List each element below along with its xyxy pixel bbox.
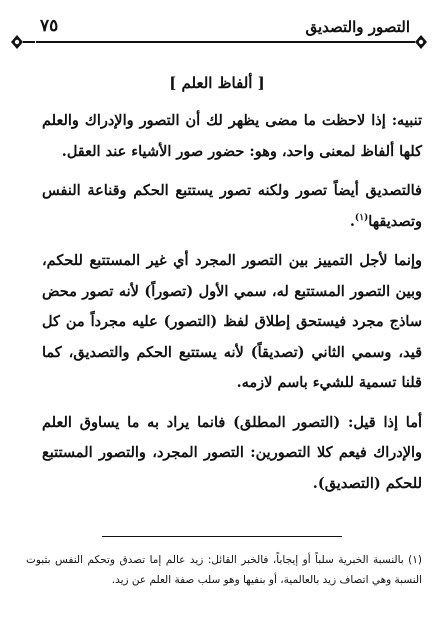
ornament-left-icon: [10, 33, 36, 51]
page-number: ٧٥: [40, 16, 59, 36]
paragraph-absolute-tasawwur-text: أما إذا قيل: (التصور المطلق) فانما يراد به ما يساوق العلم والإدراك فيعم كلا التصورين: التصور المجرد، والتصور المستتبع للحكم (التصديق).: [42, 413, 422, 492]
header-rule: [36, 41, 408, 43]
running-header-title: التصور والتصديق: [305, 18, 410, 36]
paragraph-tasdiq: [42, 176, 422, 237]
footnote: (١) بالنسبة الخبرية سلباً أو إيجاباً، فالخبر القائل: زيد عالم إما تصدق وتحكم النفس بثبوت النسبة وهي اتصاف زيد بالعالمية، أو بنفيها وهو سلب صفة العلم عن زيد.: [26, 554, 422, 586]
footnote-reference[interactable]: (١): [354, 212, 369, 223]
footnote-separator: [102, 536, 342, 537]
paragraph-note-text: تنبيه: إذا لاحظت ما مضى يظهر لك أن التصور والإدراك والعلم كلها ألفاظ لمعنى واحد، وهو: حضور صور الأشياء عند العقل.: [42, 112, 422, 160]
paragraph-distinction: [42, 246, 422, 399]
body-text: [42, 106, 422, 508]
section-heading: [ ألفاظ العلم ]: [169, 74, 265, 92]
paragraph-absolute-tasawwur: [42, 408, 422, 500]
paragraph-distinction-text: وإنما لأجل التمييز بين التصور المجرد أي غير المستتبع للحكم، وبين التصور المستتبع له، سمي الأول (تصوراً) لأنه تصور محض ساذج مجرد فيستحق إطلاق لفظ (التصور) عليه مجرداً من كل قيد، وسمي الثاني (تصديقاً) لأنه يستتبع الحكم والتصديق، كما قلنا تسمية للشيء باسم لازمه.: [42, 252, 422, 391]
paragraph-tasdiq-end: .: [349, 212, 355, 230]
running-header: [6, 12, 430, 48]
ornament-right-icon: [402, 33, 428, 51]
paragraph-tasdiq-text: فالتصديق أيضاً تصور ولكنه تصور يستتبع الحكم وقناعة النفس وتصديقها: [42, 182, 422, 230]
paragraph-note: [42, 106, 422, 167]
